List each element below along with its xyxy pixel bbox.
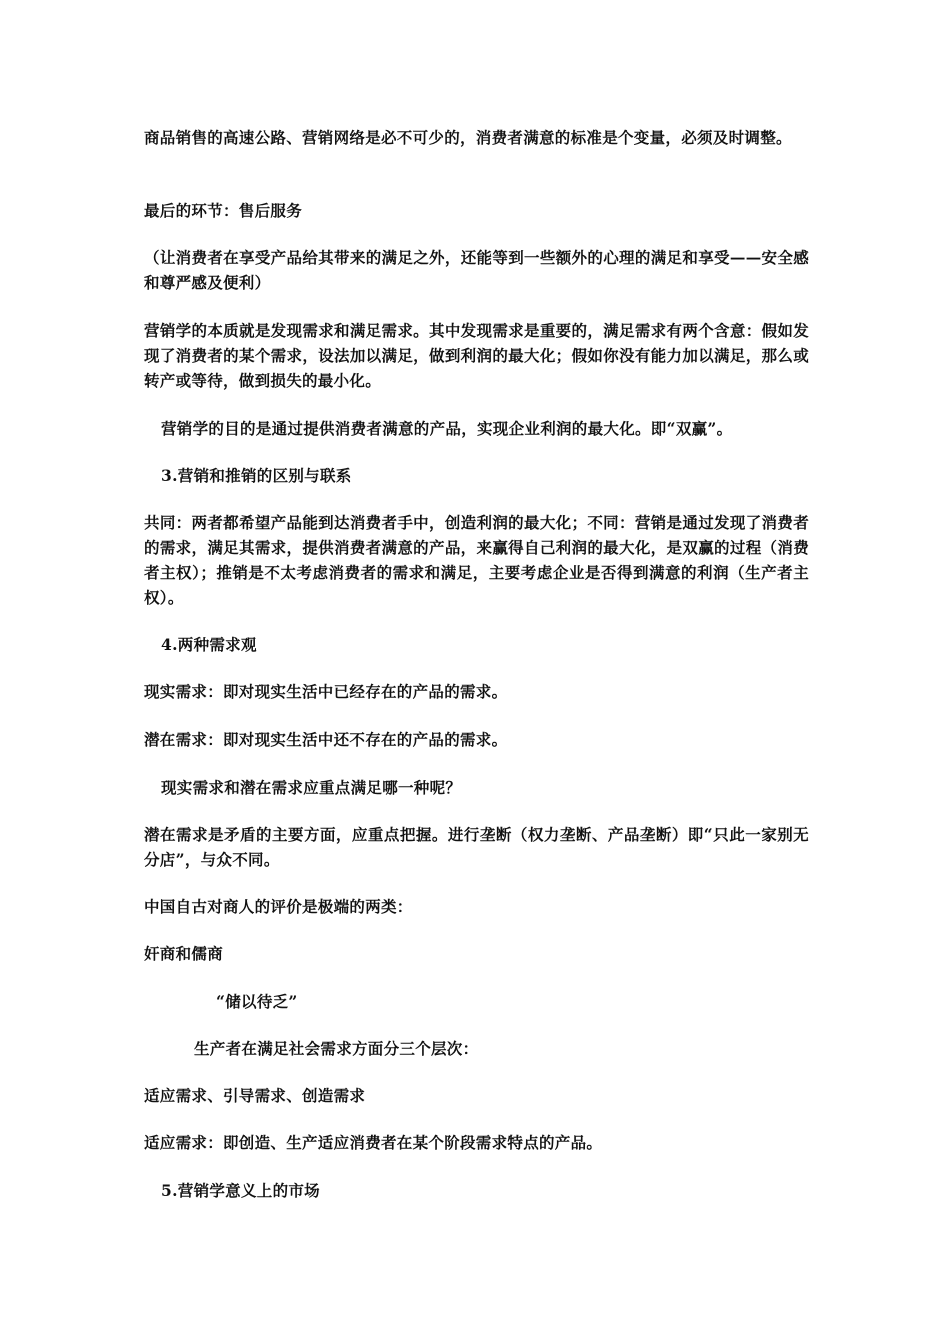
paragraph-adapt-demand: 适应需求：即创造、生产适应消费者在某个阶段需求特点的产品。 [144, 1133, 603, 1152]
paragraph-quote-store: “储以待乏” [216, 992, 298, 1011]
paragraph-latent-demand: 潜在需求：即对现实生活中还不存在的产品的需求。 [144, 730, 508, 749]
paragraph-latent-demand-answer: 潜在需求是矛盾的主要方面，应重点把握。进行垄断（权力垄断、产品垄断）即“只此一家别无分店”，与众不同。 [144, 825, 809, 869]
section-heading-4: 4.两种需求观 [161, 635, 257, 654]
paragraph-three-levels: 生产者在满足社会需求方面分三个层次： [194, 1039, 479, 1058]
paragraph-distribution-network: 商品销售的高速公路、营销网络是必不可少的，消费者满意的标准是个变量，必须及时调整。 [144, 128, 792, 147]
paragraph-real-demand: 现实需求：即对现实生活中已经存在的产品的需求。 [144, 682, 508, 701]
paragraph-demand-question: 现实需求和潜在需求应重点满足哪一种呢？ [161, 778, 462, 797]
paragraph-marketing-essence: 营销学的本质就是发现需求和满足需求。其中发现需求是重要的，满足需求有两个含意：假如发现了消费者的某个需求，设法加以满足，做到利润的最大化；假如你没有能力加以满足，那么或转产或等待，做到损失的最小化。 [144, 321, 809, 390]
paragraph-after-sales-heading: 最后的环节：售后服务 [144, 201, 303, 220]
paragraph-after-sales-note: （让消费者在享受产品给其带来的满足之外，还能等到一些额外的心理的满足和享受——安全感和尊严感及便利） [144, 248, 809, 292]
paragraph-marketing-goal: 营销学的目的是通过提供消费者满意的产品，实现企业利润的最大化。即“双赢”。 [161, 419, 733, 438]
section-heading-5: 5.营销学意义上的市场 [161, 1181, 320, 1200]
paragraph-marketing-vs-selling: 共同：两者都希望产品能到达消费者手中，创造利润的最大化；不同：营销是通过发现了消费者的需求，满足其需求，提供消费者满意的产品，来赢得自己利润的最大化，是双赢的过程（消费者主权）；推销是不太考虑消费者的需求和满足，主要考虑企业是否得到满意的利润（生产者主权）。 [144, 513, 809, 607]
section-heading-3: 3.营销和推销的区别与联系 [161, 466, 352, 485]
paragraph-merchant-evaluation: 中国自古对商人的评价是极端的两类： [144, 897, 413, 916]
paragraph-levels-list: 适应需求、引导需求、创造需求 [144, 1086, 366, 1105]
paragraph-merchant-types: 奸商和儒商 [144, 944, 224, 963]
